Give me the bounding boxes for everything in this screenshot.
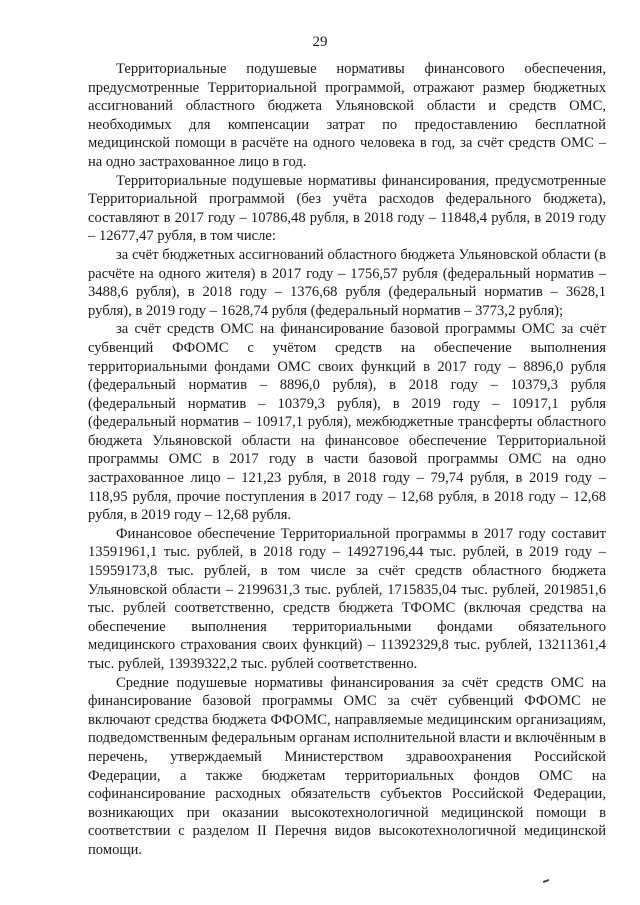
paragraph-average-norms-exclusions: Средние подушевые нормативы финансирования за счёт средств ОМС на финансирование базовой программы ОМС за счёт субвенций ФФОМС не включают средства бюджета ФФОМС, направляемые медицинским организациям, подведомственным федеральным органам исполнительной власти и включённым в перечень, утверждаемый Министерством здравоохранения Российской Федерации, а также бюджетам территориальных фондов ОМС на софинансирование расходных обязательств субъектов Российской Федерации, возникающих при оказании высокотехнологичной медицинской помощи в соответствии с разделом II Перечня видов высокотехнологичной медицинской помощи. bbox=[88, 674, 606, 858]
paragraph-oms-funds-share: за счёт средств ОМС на финансирование базовой программы ОМС за счёт субвенций ФФОМС с учётом средств на обеспечение выполнения территориальными фондами ОМС своих функций в 2017 году – 8896,0 рубля (федеральный норматив – 8896,0 рубля), в 2018 году – 10379,3 рубля (федеральный норматив – 10379,3 рубля), в 2019 году – 10917,1 рубля (федеральный норматив – 10917,1 рубля), межбюджетные трансферты областного бюджета Ульяновской области на финансовое обеспечение Территориальной программы ОМС в 2017 году в части базовой программы ОМС на одно застрахованное лицо – 121,23 рубля, в 2018 году – 79,74 рубля, в 2019 году – 118,95 рубля, прочие поступления в 2017 году – 12,68 рубля, в 2018 году – 12,68 рубля, в 2019 году – 12,68 рубля. bbox=[88, 321, 606, 524]
document-body bbox=[88, 60, 606, 860]
paragraph-program-financing: Финансовое обеспечение Территориальной программы в 2017 году составит 13591961,1 тыс. рублей, в 2018 году – 14927196,44 тыс. рублей, в 2019 году – 15959173,8 тыс. рублей, в том числе за счёт средств областного бюджета Ульяновской области – 2199631,3 тыс. рублей, 1715835,04 тыс. рублей, 2019851,6 тыс. рублей соответственно, средств бюджета ТФОМС (включая средства на обеспечение выполнения территориальными фондами обязательного медицинского страхования своих функций) – 11392329,8 тыс. рублей, 13211361,4 тыс. рублей, 13939322,2 тыс. рублей соответственно. bbox=[88, 525, 606, 672]
paragraph-per-capita-financial-norms: Территориальные подушевые нормативы финансового обеспечения, предусмотренные Территориальной программой, отражают размер бюджетных ассигнований областного бюджета Ульяновской области и средств ОМС, необходимых для компенсации затрат по предоставлению бесплатной медицинской помощи в расчёте на одного человека в год, за счёт средств ОМС – на одно застрахованное лицо в год. bbox=[88, 61, 606, 170]
scan-mark bbox=[543, 879, 549, 883]
page-number: 29 bbox=[312, 34, 328, 50]
paragraph-per-capita-financing-totals: Территориальные подушевые нормативы финансирования, предусмотренные Территориальной программой (без учёта расходов федерального бюджета), составляют в 2017 году – 10786,48 рубля, в 2018 году – 11848,4 рубля, в 2019 году – 12677,47 рубля, в том числе: bbox=[88, 172, 606, 245]
paragraph-regional-budget-share: за счёт бюджетных ассигнований областного бюджета Ульяновской области (в расчёте на одного жителя) в 2017 году – 1756,57 рубля (федеральный норматив – 3488,6 рубля), в 2018 году – 1376,68 рубля (федеральный норматив – 3628,1 рубля), в 2019 году – 1628,74 рубля (федеральный норматив – 3773,2 рубля); bbox=[88, 246, 606, 319]
